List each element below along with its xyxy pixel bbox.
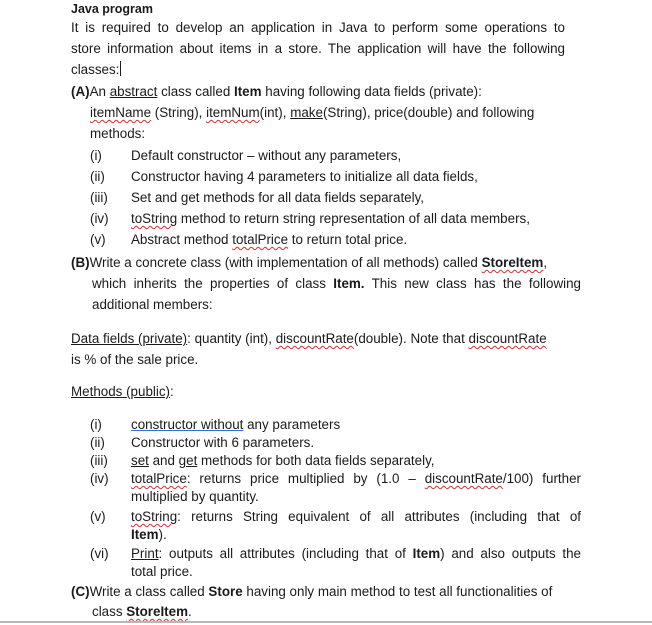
part-a-item-num: (iii) xyxy=(90,190,108,205)
part-b-line-2-pre: which inherits the properties of class xyxy=(92,276,334,291)
storeitem-class-name: StoreItem xyxy=(481,255,544,270)
part-c-line-2-end: . xyxy=(188,604,192,619)
method-num: (v) xyxy=(90,509,106,524)
item-post: method to return string representation of all data members, xyxy=(177,211,530,226)
method-num: (i) xyxy=(90,417,102,432)
intro-line-2: store information about items in a store. The application will have the following xyxy=(71,41,565,56)
methods-label: Methods xyxy=(71,384,127,399)
methods-label-end: : xyxy=(170,384,174,399)
data-fields-private: (private) xyxy=(138,331,188,346)
part-a-label: (A) xyxy=(71,84,90,99)
part-c-text-1: Write a class called xyxy=(89,584,209,599)
discountrate-keyword: discountRate xyxy=(468,331,547,346)
item-pre: Abstract method xyxy=(131,232,233,247)
get-keyword: get xyxy=(178,453,198,468)
abstract-word: abstract xyxy=(109,84,158,99)
method-num: (ii) xyxy=(90,435,105,450)
part-a-item-text: Set and get methods for all data fields separately, xyxy=(131,190,425,205)
part-b-label: (B) xyxy=(71,255,90,270)
part-b-line-2 xyxy=(92,275,581,293)
method-6-post: ) and also outputs the xyxy=(440,546,581,561)
data-fields-label: Data fields xyxy=(71,331,138,346)
part-a-item-text: Constructor having 4 parameters to initialize all data fields, xyxy=(131,169,478,184)
data-fields-line-1 xyxy=(71,330,547,348)
method-num: (iv) xyxy=(90,471,109,486)
part-a-text-1: An xyxy=(89,84,110,99)
part-a-item-text: Default constructor – without any parameters, xyxy=(131,148,402,163)
method-1-post: any parameters xyxy=(243,417,341,432)
text-cursor xyxy=(120,61,121,76)
method-1-text xyxy=(131,416,340,434)
part-a-item-text xyxy=(131,210,530,228)
method-4-line-2: multiplied by quantity. xyxy=(131,489,259,504)
method-6-text xyxy=(131,545,581,563)
part-b-text-1-end: , xyxy=(543,255,548,270)
field-itemname: itemName xyxy=(90,105,152,120)
part-a-methods-label: methods: xyxy=(90,126,146,141)
field-make-type: (String), price(double) and following xyxy=(322,105,535,120)
intro-line-3[interactable] xyxy=(71,61,121,79)
method-3-post: methods for both data fields separately, xyxy=(197,453,435,468)
page-bottom-border xyxy=(0,621,652,623)
part-a-fields xyxy=(90,104,534,122)
field-make: make xyxy=(290,105,323,120)
part-b-item-ref: Item. xyxy=(333,276,365,291)
part-b-line-3: additional members: xyxy=(92,297,213,312)
method-num: (vi) xyxy=(90,546,109,561)
item-ref: Item xyxy=(131,527,159,542)
part-a-item-num: (v) xyxy=(90,232,106,247)
data-fields-text-2: (double). Note that xyxy=(353,331,469,346)
part-b-line-1 xyxy=(71,254,547,272)
discountrate-keyword: discountRate xyxy=(424,471,503,486)
item-post: to return total price. xyxy=(288,232,408,247)
print-keyword: Print xyxy=(131,546,159,561)
store-class-name: Store xyxy=(208,584,243,599)
method-6-line-2: total price. xyxy=(131,564,193,579)
data-fields-text-1: : quantity (int), xyxy=(187,331,276,346)
part-c-line-1 xyxy=(71,583,552,601)
method-num: (iii) xyxy=(90,453,108,468)
part-a-text-2: class called xyxy=(157,84,234,99)
totalprice-keyword: totalPrice xyxy=(232,232,289,247)
part-c-line-2-pre: class xyxy=(92,604,127,619)
method-5-line-2 xyxy=(131,526,167,544)
part-c-line-2 xyxy=(92,603,192,621)
part-c-label: (C) xyxy=(71,584,90,599)
storeitem-class-name: StoreItem xyxy=(126,604,188,619)
method-4-post: /100) further xyxy=(502,471,581,486)
part-a-text-3: having following data fields (private): xyxy=(261,84,482,99)
method-3-mid: and xyxy=(148,453,179,468)
methods-heading xyxy=(71,383,174,401)
constructor-link[interactable]: constructor without xyxy=(131,417,244,432)
tostring-keyword: toString xyxy=(131,509,178,524)
method-4-text xyxy=(131,470,581,488)
method-6-pre: : outputs all attributes (including that of xyxy=(158,546,413,561)
field-itemnum-type: (int), xyxy=(259,105,291,120)
totalprice-keyword: totalPrice xyxy=(131,471,187,486)
method-5-text xyxy=(131,508,581,526)
method-5-text-mid: : returns String equivalent of all attributes (including that of xyxy=(177,509,581,524)
method-3-text xyxy=(131,452,435,470)
set-keyword: set xyxy=(131,453,149,468)
discountrate-keyword: discountRate xyxy=(275,331,354,346)
intro-line-3-text: classes: xyxy=(71,62,120,77)
part-a-item-text xyxy=(131,231,407,249)
tostring-keyword: toString xyxy=(131,211,178,226)
part-a-heading xyxy=(71,83,482,101)
part-c-text-2: having only main method to test all functionalities of xyxy=(242,584,553,599)
field-itemname-type: (String), xyxy=(151,105,207,120)
method-2-text: Constructor with 6 parameters. xyxy=(131,435,315,450)
part-b-line-2-post: This new class has the following xyxy=(364,276,581,291)
part-b-text-1: Write a concrete class (with implementation of all methods) called xyxy=(89,255,482,270)
methods-public: (public) xyxy=(126,384,170,399)
data-fields-line-2: is % of the sale price. xyxy=(71,352,199,367)
part-a-item-num: (iv) xyxy=(90,211,109,226)
method-5-end: ). xyxy=(158,527,167,542)
part-a-item-num: (i) xyxy=(90,148,102,163)
document-title: Java program xyxy=(71,2,153,16)
item-ref: Item xyxy=(412,546,441,561)
intro-line-1: It is required to develop an application in Java to perform some operations to xyxy=(71,20,565,35)
part-a-item-num: (ii) xyxy=(90,169,105,184)
item-class-name: Item xyxy=(234,84,262,99)
field-itemnum: itemNum xyxy=(206,105,260,120)
method-4-text-mid: : returns price multiplied by (1.0 – xyxy=(186,471,425,486)
